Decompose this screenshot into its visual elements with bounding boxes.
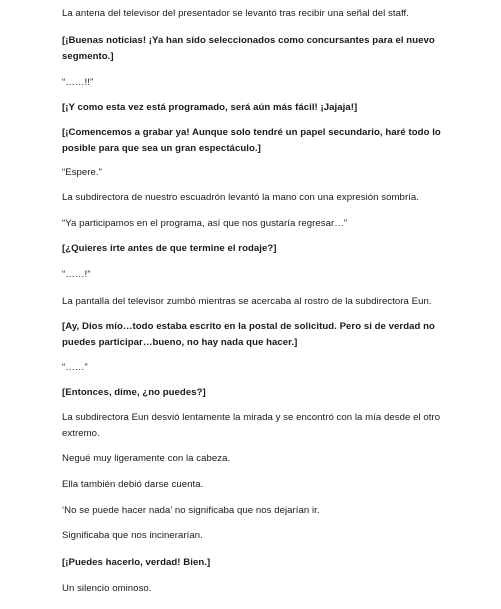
paragraph-narration: Significaba que nos incinerarían. <box>62 530 203 541</box>
paragraph-narration: La pantalla del televisor zumbó mientras se acercaba al rostro de la subdirectora Eun. <box>62 296 432 307</box>
paragraph-dialogue-tv: [Entonces, dime, ¿no puedes?] <box>62 387 206 398</box>
paragraph-narration: La subdirectora Eun desvió lentamente la mirada y se encontró con la mía desde el otro extremo. <box>62 412 441 439</box>
paragraph-dialogue: “Ya participamos en el programa, así que nos gustaría regresar…” <box>62 218 348 229</box>
paragraph-dialogue-tv: [¿Quieres irte antes de que termine el rodaje?] <box>62 243 277 254</box>
paragraph-dialogue-tv: [¡Comencemos a grabar ya! Aunque solo tendré un papel secundario, haré todo lo posible para que sea un gran espectáculo.] <box>62 127 441 154</box>
paragraph-dialogue-tv: [Ay, Dios mío…todo estaba escrito en la postal de solicitud. Pero si de verdad no puedes participar…bueno, no hay nada que hacer.] <box>62 321 435 348</box>
paragraph-dialogue: “……” <box>62 362 88 373</box>
paragraph-dialogue: “……!!” <box>62 77 94 88</box>
paragraph-narration: ‘No se puede hacer nada’ no significaba que nos dejarían ir. <box>62 505 320 516</box>
paragraph-dialogue: “Espere.” <box>62 167 102 178</box>
paragraph-narration: Ella también debió darse cuenta. <box>62 479 204 490</box>
paragraph-dialogue-tv: [¡Puedes hacerlo, verdad! Bien.] <box>62 557 211 568</box>
paragraph-dialogue-tv: [¡Y como esta vez está programado, será aún más fácil! ¡Jajaja!] <box>62 102 358 113</box>
paragraph-dialogue: “……!” <box>62 269 91 280</box>
paragraph-narration: La antena del televisor del presentador se levantó tras recibir una señal del staff. <box>62 8 409 19</box>
paragraph-narration: La subdirectora de nuestro escuadrón levantó la mano con una expresión sombría. <box>62 192 420 203</box>
paragraph-narration: Negué muy ligeramente con la cabeza. <box>62 453 231 464</box>
paragraph-dialogue-tv: [¡Buenas noticias! ¡Ya han sido seleccionados como concursantes para el nuevo segmento.] <box>62 35 435 62</box>
paragraph-narration: Un silencio ominoso. <box>62 583 152 594</box>
